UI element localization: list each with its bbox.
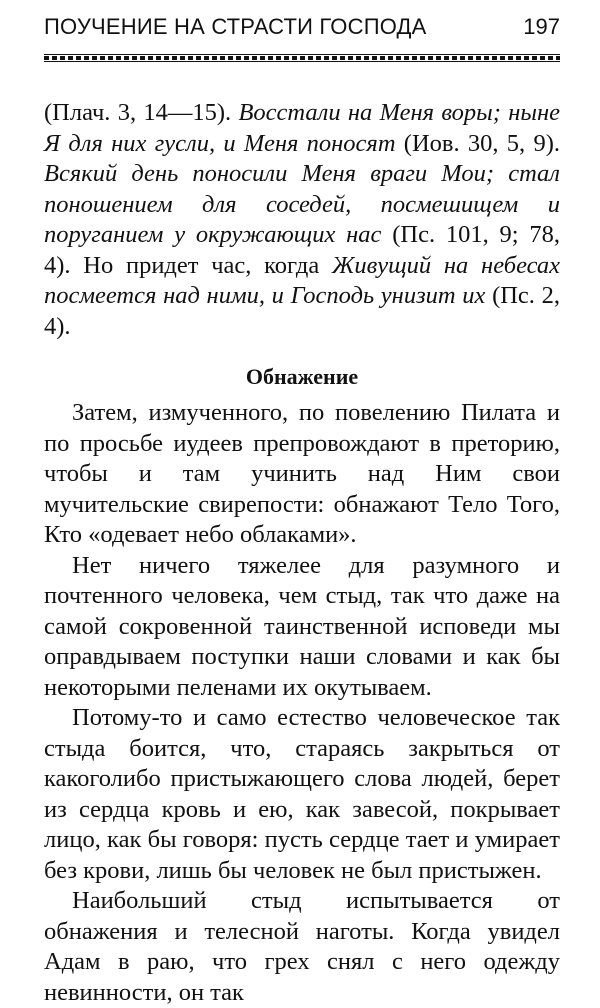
intro-citation-1: (Плач. 3, 14—15). xyxy=(44,99,239,126)
paragraph: Затем, измученного, по повелению Пилата и по просьбе иудеев препровождают в преторию, чтобы и там учинить над Ним свои мучительские свирепости: обнажают Тело Того, Кто «одевает небо облаками». xyxy=(44,399,560,548)
intro-citation-3: (Пс. 101, 9; 78, 4). Но придет час, когда xyxy=(44,221,560,279)
page-header xyxy=(44,14,560,48)
running-head: ПОУЧЕНИЕ НА СТРАСТИ ГОСПОДА xyxy=(44,14,427,39)
intro-quote-2: Всякий день поносили Меня враги Мои; стал поношением для соседей, посмешищем и поруганием у окружающих нас xyxy=(44,160,560,248)
book-page xyxy=(44,14,560,1008)
intro-quote-3: Живущий на небесах посмеется над ними, и Господь унизит их xyxy=(44,251,560,309)
paragraph: Наибольший стыд испытывается от обнажения и телесной наготы. Когда увидел Адам в раю, что грех снял с него одежду невинности, он так xyxy=(44,887,560,1006)
intro-citation-2: (Иов. 30, 5, 9). xyxy=(395,129,560,157)
page-number: 197 xyxy=(523,14,560,39)
header-ornamental-rule xyxy=(44,54,560,62)
body-text xyxy=(44,398,560,1008)
paragraph: Нет ничего тяжелее для разумного и почтенного человека, чем стыд, так что даже на самой сокровенной таинственной исповеди мы оправдываем поступки наши словами и как бы некоторыми пеленами их окутываем. xyxy=(44,551,560,701)
intro-citation-4: (Пс. 2, 4). xyxy=(44,282,560,340)
intro-paragraph xyxy=(44,98,560,342)
intro-quote-1: Восстали на Меня воры; ныне Я для них гусли, и Меня поносят xyxy=(44,99,560,157)
paragraph: Потому-то и само естество человеческое так стыда боится, что, стараясь закрыться от какоголибо пристыжающего слова людей, берет из сердца кровь и ею, как завесой, покрывает лицо, как бы говоря: пусть сердце тает и умирает без крови, лишь бы человек не был пристыжен. xyxy=(44,704,560,884)
section-heading: Обнажение xyxy=(245,364,359,389)
